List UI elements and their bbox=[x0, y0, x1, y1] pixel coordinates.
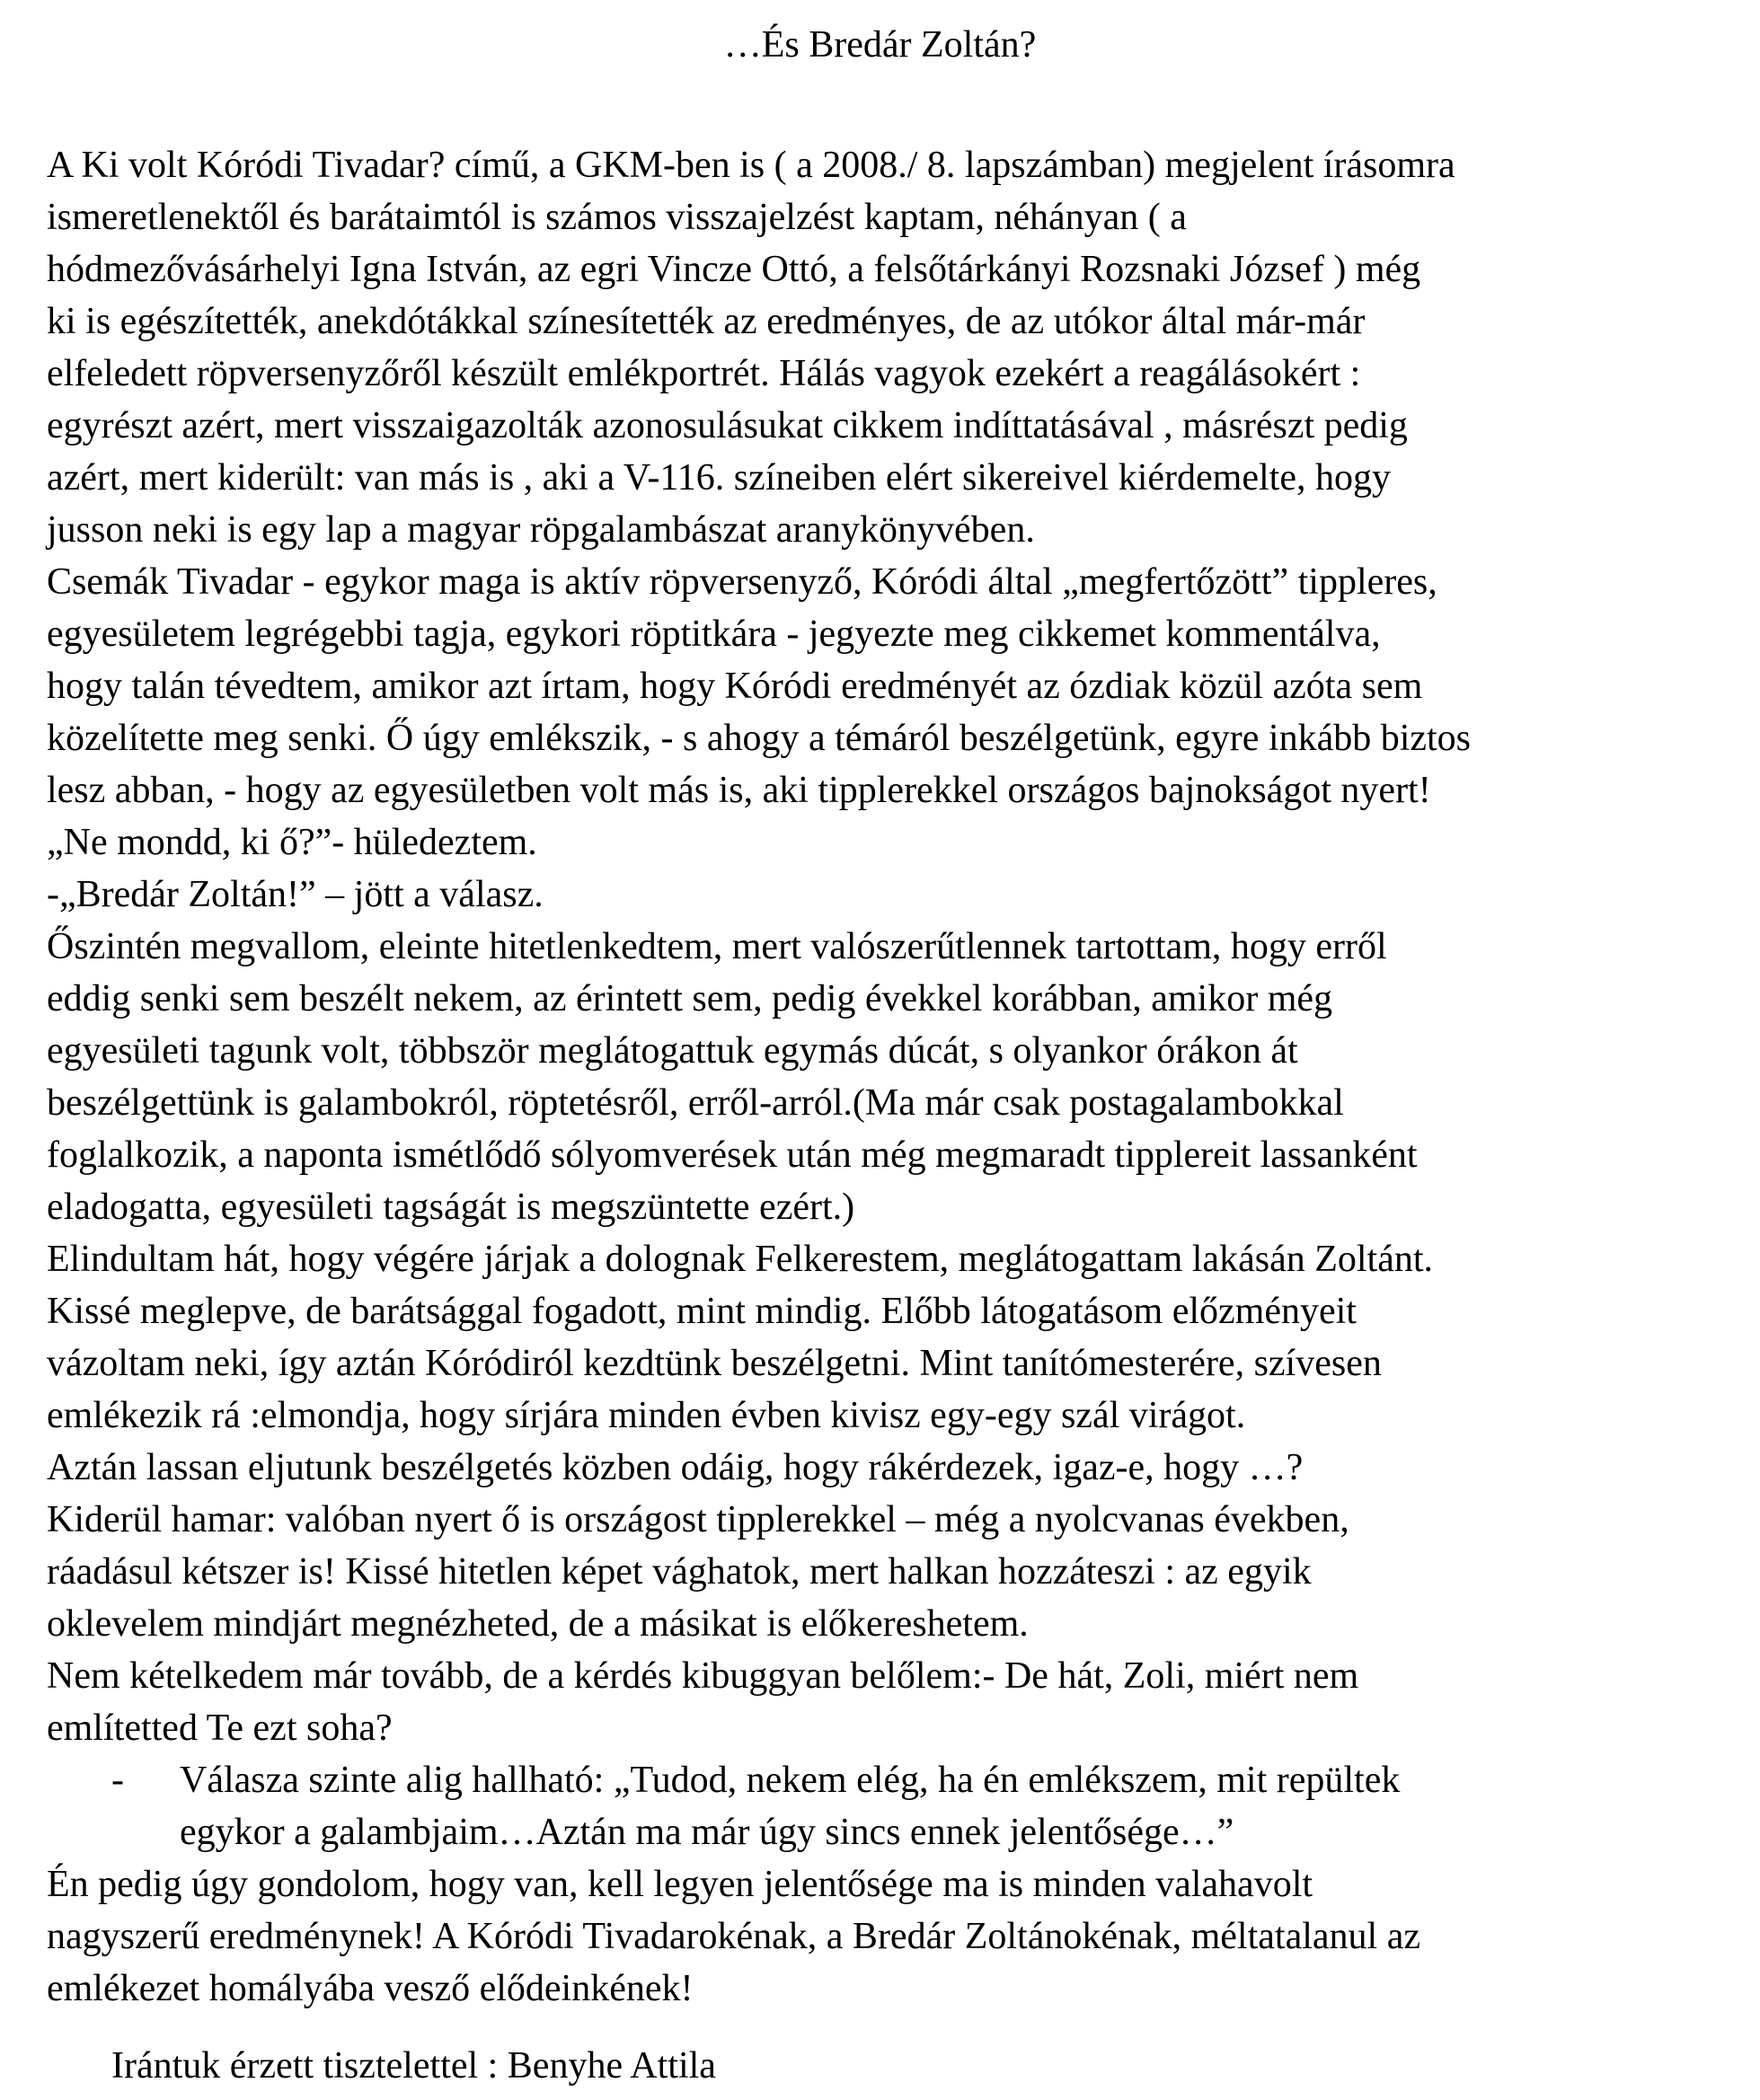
bullet-marker: - bbox=[111, 1760, 124, 1801]
body-line: azért, mert kiderült: van más is , aki a V-116. színeiben elért sikereivel kiérdemelte, hogy bbox=[47, 457, 1391, 499]
body-line: egyesületem legrégebbi tagja, egykori röptitkára - jegyezte meg cikkemet kommentálva, bbox=[47, 613, 1381, 655]
body-line: eddig senki sem beszélt nekem, az érintett sem, pedig évekkel korábban, amikor még bbox=[47, 978, 1333, 1019]
document-title: …És Bredár Zoltán? bbox=[723, 24, 1037, 66]
body-line: Kiderül hamar: valóban nyert ő is országost tipplerekkel – még a nyolcvanas években, bbox=[47, 1499, 1349, 1540]
body-line: jusson neki is egy lap a magyar röpgalambászat aranykönyvében. bbox=[47, 509, 1035, 551]
body-line: emlékezik rá :elmondja, hogy sírjára minden évben kivisz egy-egy szál virágot. bbox=[47, 1395, 1246, 1436]
body-line: közelítette meg senki. Ő úgy emlékszik, - s ahogy a témáról beszélgetünk, egyre inkább biztos bbox=[47, 718, 1472, 759]
body-line: A Ki volt Kóródi Tivadar? című, a GKM-ben is ( a 2008./ 8. lapszámban) megjelent írásomra bbox=[47, 145, 1455, 186]
body-line: Csemák Tivadar - egykor maga is aktív röpversenyző, Kóródi által „megfertőzött” tippleres, bbox=[47, 561, 1437, 603]
bullet-line: Válasza szinte alig hallható: „Tudod, nekem elég, ha én emlékszem, mit repültek bbox=[180, 1760, 1401, 1801]
bullet-line: egykor a galambjaim…Aztán ma már úgy sincs ennek jelentősége…” bbox=[180, 1812, 1234, 1853]
body-line: Nem kételkedem már tovább, de a kérdés kibuggyan belőlem:- De hát, Zoli, miért nem bbox=[47, 1655, 1359, 1697]
body-line: hódmezővásárhelyi Igna István, az egri Vincze Ottó, a felsőtárkányi Rozsnaki József ) még bbox=[47, 249, 1421, 290]
body-line: hogy talán tévedtem, amikor azt írtam, hogy Kóródi eredményét az ózdiak közül azóta sem bbox=[47, 666, 1423, 707]
body-line: egyesületi tagunk volt, többször meglátogattuk egymás dúcát, s olyankor órákon át bbox=[47, 1030, 1298, 1072]
closing-line: emlékezet homályába vesző elődeinkének! bbox=[47, 1968, 694, 2009]
body-line: elfeledett röpversenyzőről készült emlékportrét. Hálás vagyok ezekért a reagálásokért : bbox=[47, 353, 1361, 394]
body-line: Őszintén megvallom, eleinte hitetlenkedtem, mert valószerűtlennek tartottam, hogy erről bbox=[47, 926, 1387, 967]
body-line: említetted Te ezt soha? bbox=[47, 1707, 393, 1749]
body-line: eladogatta, egyesületi tagságát is megszüntette ezért.) bbox=[47, 1187, 855, 1228]
body-line: „Ne mondd, ki ő?”- hüledeztem. bbox=[47, 822, 537, 863]
body-line: Kissé meglepve, de barátsággal fogadott, mint mindig. Előbb látogatásom előzményeit bbox=[47, 1291, 1357, 1332]
body-line: oklevelem mindjárt megnézheted, de a másikat is előkereshetem. bbox=[47, 1603, 1029, 1645]
closing-line: nagyszerű eredménynek! A Kóródi Tivadarokénak, a Bredár Zoltánokénak, méltatalanul az bbox=[47, 1916, 1420, 1957]
body-line: beszélgettünk is galambokról, röptetésről, erről-arról.(Ma már csak postagalambokkal bbox=[47, 1082, 1344, 1124]
body-line: egyrészt azért, mert visszaigazolták azonosulásukat cikkem indíttatásával , másrészt pedig bbox=[47, 405, 1408, 446]
body-line: ismeretlenektől és barátaimtól is számos visszajelzést kaptam, néhányan ( a bbox=[47, 197, 1187, 238]
body-line: ráadásul kétszer is! Kissé hitetlen képet vághatok, mert halkan hozzáteszi : az egyik bbox=[47, 1551, 1312, 1593]
body-line: -„Bredár Zoltán!” – jött a válasz. bbox=[47, 874, 544, 915]
closing-line: Én pedig úgy gondolom, hogy van, kell legyen jelentősége ma is minden valahavolt bbox=[47, 1864, 1313, 1905]
body-line: vázoltam neki, így aztán Kóródiról kezdtünk beszélgetni. Mint tanítómesterére, szívesen bbox=[47, 1343, 1382, 1384]
body-line: lesz abban, - hogy az egyesületben volt más is, aki tipplerekkel országos bajnokságot nyert! bbox=[47, 770, 1431, 811]
body-line: foglalkozik, a naponta ismétlődő sólyomverések után még megmaradt tipplereit lassanként bbox=[47, 1134, 1418, 1176]
body-line: ki is egészítették, anekdótákkal színesítették az eredményes, de az utókor által már-már bbox=[47, 301, 1366, 342]
body-line: Aztán lassan eljutunk beszélgetés közben odáig, hogy rákérdezek, igaz-e, hogy …? bbox=[47, 1447, 1304, 1488]
signature: Irántuk érzett tisztelettel : Benyhe Attila bbox=[111, 2045, 716, 2087]
body-line: Elindultam hát, hogy végére járjak a dolognak Felkerestem, meglátogattam lakásán Zoltánt. bbox=[47, 1239, 1434, 1280]
